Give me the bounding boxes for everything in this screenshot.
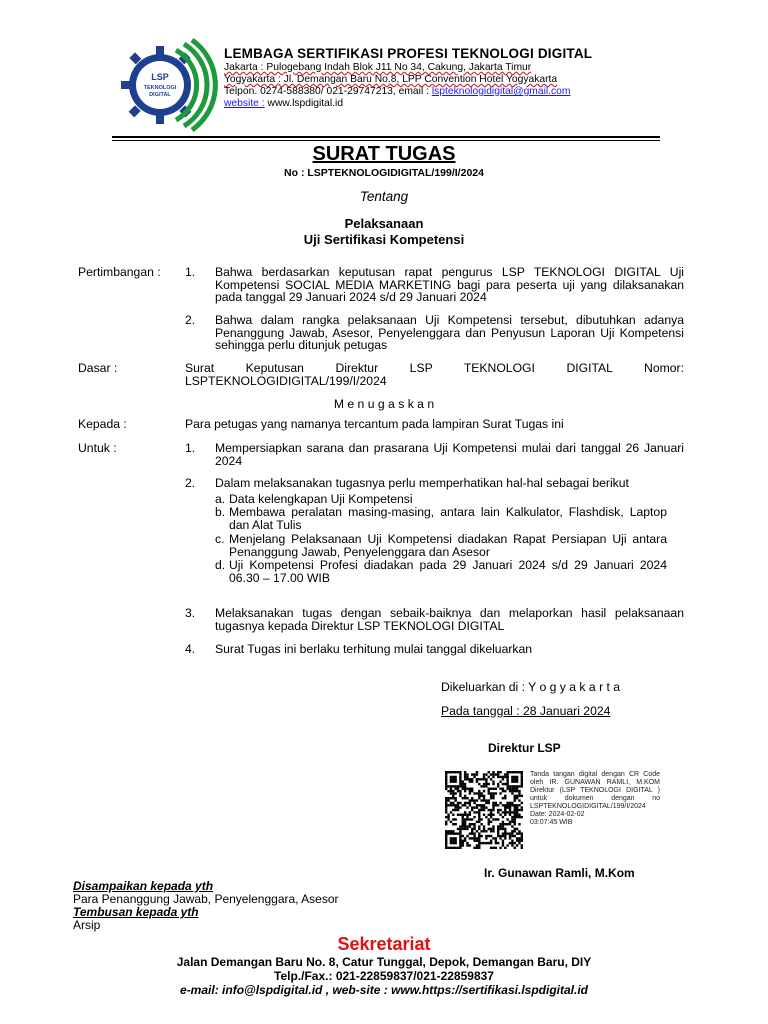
header-address-yogyakarta-text: Yogyakarta : Jl. Demangan Baru No.8, LPP Convention Hotel Yogyakarta: [224, 74, 558, 85]
pertimbangan-text-2: Bahwa dalam rangka pelaksanaan Uji Kompetensi tersebut, dibutuhkan adanya Penanggung Jawab, Asesor, Penyelenggara dan Penyusun Laporan Uji Kompetensi sehingga perlu ditunjuk petugas: [215, 313, 684, 352]
footer-web: e-mail: info@lspdigital.id , web-site : www.https://sertifikasi.lspdigital.id: [180, 983, 588, 997]
header-contact: [224, 86, 570, 97]
logo-text-lsp: LSP: [151, 72, 169, 82]
header-address-yogyakarta: [224, 74, 557, 85]
untuk-sub-c-letter: c.: [215, 532, 225, 546]
untuk-num-3: 3.: [185, 606, 196, 620]
kepada-text: Para petugas yang namanya tercantum pada lampiran Surat Tugas ini: [185, 417, 564, 431]
doc-title: SURAT TUGAS: [312, 143, 456, 165]
qr-note-time: 03:07:45 WIB: [530, 819, 573, 826]
untuk-sub-a-text: Data kelengkapan Uji Kompetensi: [229, 492, 413, 506]
untuk-text-2: Dalam melaksanakan tugasnya perlu memperhatikan hal-hal sebagai berikut: [215, 476, 629, 490]
gear-logo-icon: [118, 38, 218, 133]
header-website-value[interactable]: www.lspdigital.id: [264, 98, 344, 109]
pertimbangan-num-1: 1.: [185, 265, 196, 279]
distribution-to-value: Para Penanggung Jawab, Penyelenggara, Asesor: [73, 892, 339, 906]
org-name: LEMBAGA SERTIFIKASI PROFESI TEKNOLOGI DIGITAL: [224, 46, 593, 61]
qr-note-date: Date: 2024-02-02: [530, 811, 585, 818]
distribution-to-label: Disampaikan kepada yth: [73, 879, 214, 893]
kepada-label: Kepada :: [78, 417, 127, 431]
untuk-text-4: Surat Tugas ini berlaku terhitung mulai tanggal dikeluarkan: [215, 642, 533, 656]
footer-title: Sekretariat: [337, 934, 431, 954]
pertimbangan-num-2: 2.: [185, 313, 196, 327]
dasar-text: Surat Keputusan Direktur LSP TEKNOLOGI DIGITAL Nomor: LSPTEKNOLOGIDIGITAL/199/I/2024: [185, 361, 684, 388]
header-website-label: website :: [224, 98, 265, 109]
untuk-sub-a-letter: a.: [215, 492, 226, 506]
untuk-num-1: 1.: [185, 441, 196, 455]
header-website: [224, 98, 343, 109]
untuk-text-3: Melaksanakan tugas dengan sebaik-baiknya dan melaporkan hasil pelaksanaan tugasnya kepada Direktur LSP TEKNOLOGI DIGITAL: [215, 606, 684, 633]
logo-text-teknologi: TEKNOLOGI: [143, 85, 177, 91]
header-address-jakarta: [224, 62, 531, 73]
untuk-label: Untuk :: [78, 441, 117, 455]
untuk-sub-d-text: Uji Kompetensi Profesi diadakan pada 29 Januari 2024 s/d 29 Januari 2024 06.30 – 17.00 WIB: [229, 558, 667, 585]
header-address-jakarta-text: Jakarta : Pulogebang Indah Blok J11 No 34, Cakung, Jakarta Timur: [224, 62, 532, 73]
untuk-text-1: Mempersiapkan sarana dan prasarana Uji Kompetensi mulai dari tanggal 26 Januari 2024: [215, 441, 684, 468]
menugaskan-heading: M e n u g a s k a n: [333, 397, 435, 411]
header-divider: [112, 136, 660, 138]
doc-subject-2: Uji Sertifikasi Kompetensi: [303, 232, 465, 247]
distribution-cc-label: Tembusan kepada yth: [73, 905, 199, 919]
qr-signature-note: [530, 771, 660, 827]
qr-code-icon: [445, 771, 523, 849]
pertimbangan-text-1: Bahwa berdasarkan keputusan rapat pengurus LSP TEKNOLOGI DIGITAL Uji Kompetensi SOCIAL MEDIA MARKETING bagi para peserta uji yang dilaksanakan pada tanggal 29 Januari 2024 s/d 29 Januari 2024: [215, 265, 684, 304]
issued-place: Dikeluarkan di : Y o g y a k a r t a: [441, 680, 621, 694]
untuk-sub-b-text: Membawa peralatan masing-masing, antara lain Kalkulator, Flashdisk, Laptop dan Alat Tulis: [229, 505, 667, 532]
footer-address: Jalan Demangan Baru No. 8, Catur Tunggal, Depok, Demangan Baru, DIY: [176, 955, 592, 969]
footer-phone: Telp./Fax.: 021-22859837/021-22859837: [274, 969, 494, 983]
issued-role: Direktur LSP: [488, 741, 561, 755]
dasar-label: Dasar :: [78, 361, 118, 375]
untuk-num-2: 2.: [185, 476, 196, 490]
pertimbangan-label: Pertimbangan :: [78, 265, 161, 279]
distribution-cc-value: Arsip: [73, 918, 101, 932]
doc-tentang: Tentang: [359, 189, 409, 204]
header-phone: Telpon. 0274-588380/ 021-29747213, email :: [224, 86, 432, 97]
doc-number: No : LSPTEKNOLOGIDIGITAL/199/I/2024: [284, 167, 484, 179]
logo: [118, 38, 218, 133]
header-divider-thin: [112, 140, 660, 141]
untuk-sub-c-text: Menjelang Pelaksanaan Uji Kompetensi diadakan Rapat Persiapan Uji antara Penanggung Jawab, Penyelenggara dan Asesor: [229, 532, 667, 559]
logo-text-digital: DIGITAL: [149, 92, 171, 98]
doc-subject-1: Pelaksanaan: [344, 216, 424, 231]
signer-name: Ir. Gunawan Ramli, M.Kom: [484, 866, 635, 880]
untuk-sub-d-letter: d.: [215, 558, 226, 572]
untuk-num-4: 4.: [185, 642, 196, 656]
untuk-sub-b-letter: b.: [215, 505, 226, 519]
header-email-link[interactable]: lspteknologidigital@gmail.com: [431, 86, 571, 97]
issued-date: Pada tanggal : 28 Januari 2024: [441, 704, 611, 718]
qr-code: [445, 771, 523, 849]
qr-note-text: Tanda tangan digital dengan CR Code oleh IR. GUNAWAN RAMLI, M.KOM Direktur (LSP TEKNOLOGI DIGITAL ) untuk dokumen dengan no LSPTEKNOLOGIDIGITAL/199/I/2024: [530, 771, 660, 810]
